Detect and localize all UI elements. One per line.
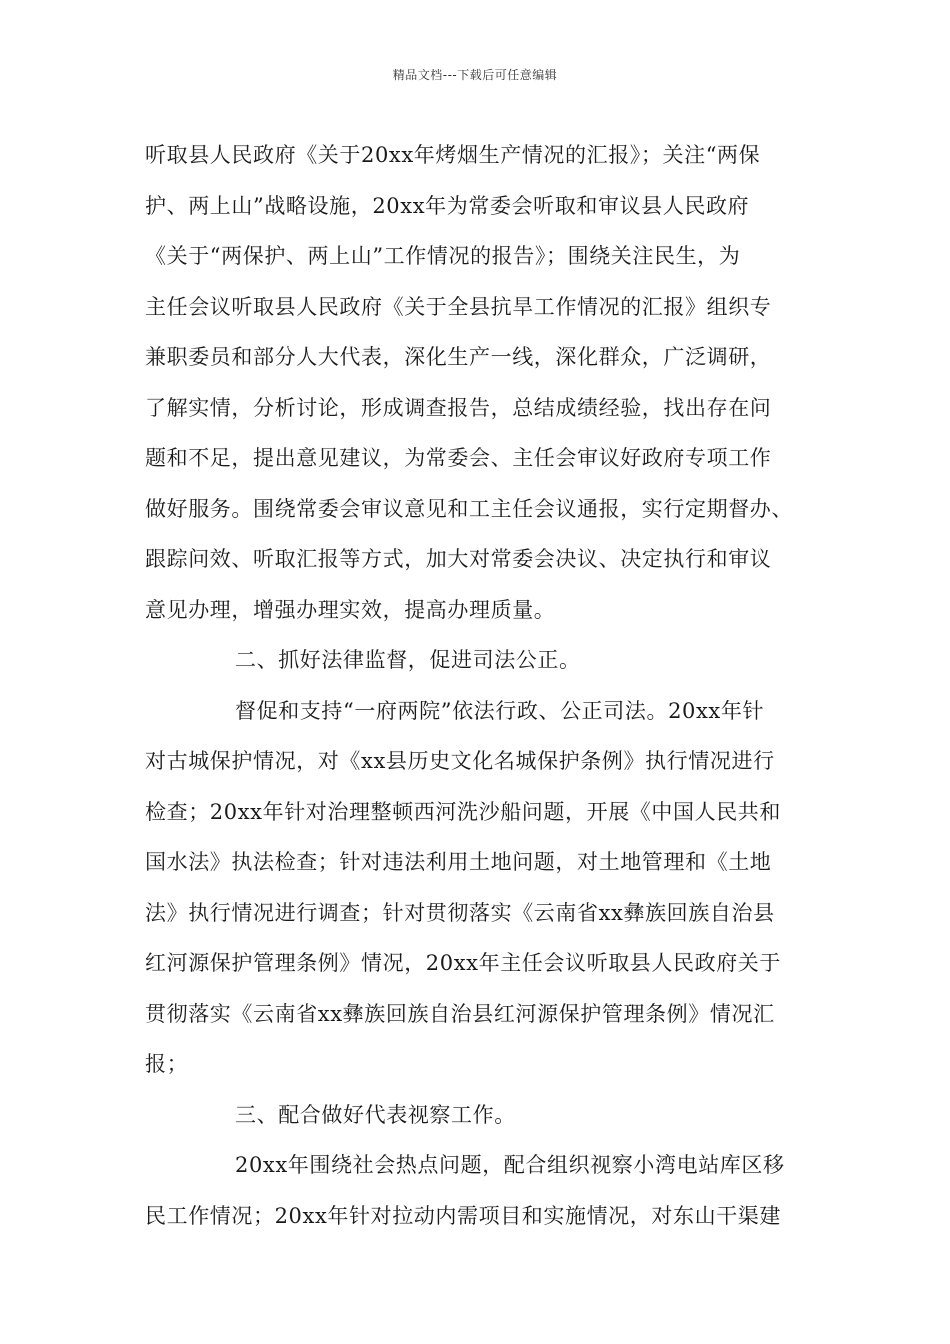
text-line: 主任会议听取县人民政府《关于全县抗旱工作情况的汇报》组织专: [145, 294, 772, 319]
text-line: 红河源保护管理条例》情况，20xx年主任会议听取县人民政府关于: [145, 951, 782, 975]
text-line: 题和不足，提出意见建议，为常委会、主任会审议好政府专项工作: [145, 446, 772, 470]
paragraph-first-line: 20xx年围绕社会热点问题，配合组织视察小湾电站库区移: [235, 1153, 785, 1177]
section-heading: 二、抓好法律监督，促进司法公正。: [235, 648, 581, 672]
paragraph-first-line: 督促和支持“一府两院”依法行政、公正司法。20xx年针: [235, 698, 765, 723]
text-line: 贯彻落实《云南省xx彝族回族自治县红河源保护管理条例》情况汇: [145, 1001, 775, 1026]
text-line: 民工作情况；20xx年针对拉动内需项目和实施情况，对东山干渠建: [145, 1203, 782, 1228]
text-line: 跟踪问效、听取汇报等方式，加大对常委会决议、决定执行和审议: [145, 547, 772, 571]
section-heading: 三、配合做好代表视察工作。: [235, 1102, 516, 1127]
text-line: 国水法》执法检查；针对违法利用土地问题，对土地管理和《土地: [145, 850, 772, 874]
text-line: 检查；20xx年针对治理整顿西河洗沙船问题，开展《中国人民共和: [145, 799, 782, 824]
document-body: [145, 130, 825, 1241]
text-line: 了解实情，分析讨论，形成调查报告，总结成绩经验，找出存在问: [145, 395, 772, 420]
text-line: 《关于“两保护、两上山”工作情况的报告》；围绕关注民生，为: [145, 244, 741, 268]
text-line: 做好服务。围绕常委会审议意见和工主任会议通报，实行定期督办、: [145, 496, 793, 521]
text-line: 兼职委员和部分人大代表，深化生产一线，深化群众，广泛调研，: [145, 345, 772, 369]
text-line: 意见办理，增强办理实效，提高办理质量。: [145, 597, 556, 622]
text-line: 对古城保护情况，对《xx县历史文化名城保护条例》执行情况进行: [145, 749, 775, 773]
text-line: 护、两上山”战略设施，20xx年为常委会听取和审议县人民政府: [145, 193, 750, 218]
text-line: 听取县人民政府《关于20xx年烤烟生产情况的汇报》；关注“两保: [145, 143, 761, 167]
page-header: 精品文档---下载后可任意编辑: [392, 68, 558, 82]
text-line: 报；: [145, 1052, 189, 1076]
text-line: 法》执行情况进行调查；针对贯彻落实《云南省xx彝族回族自治县: [145, 900, 775, 925]
